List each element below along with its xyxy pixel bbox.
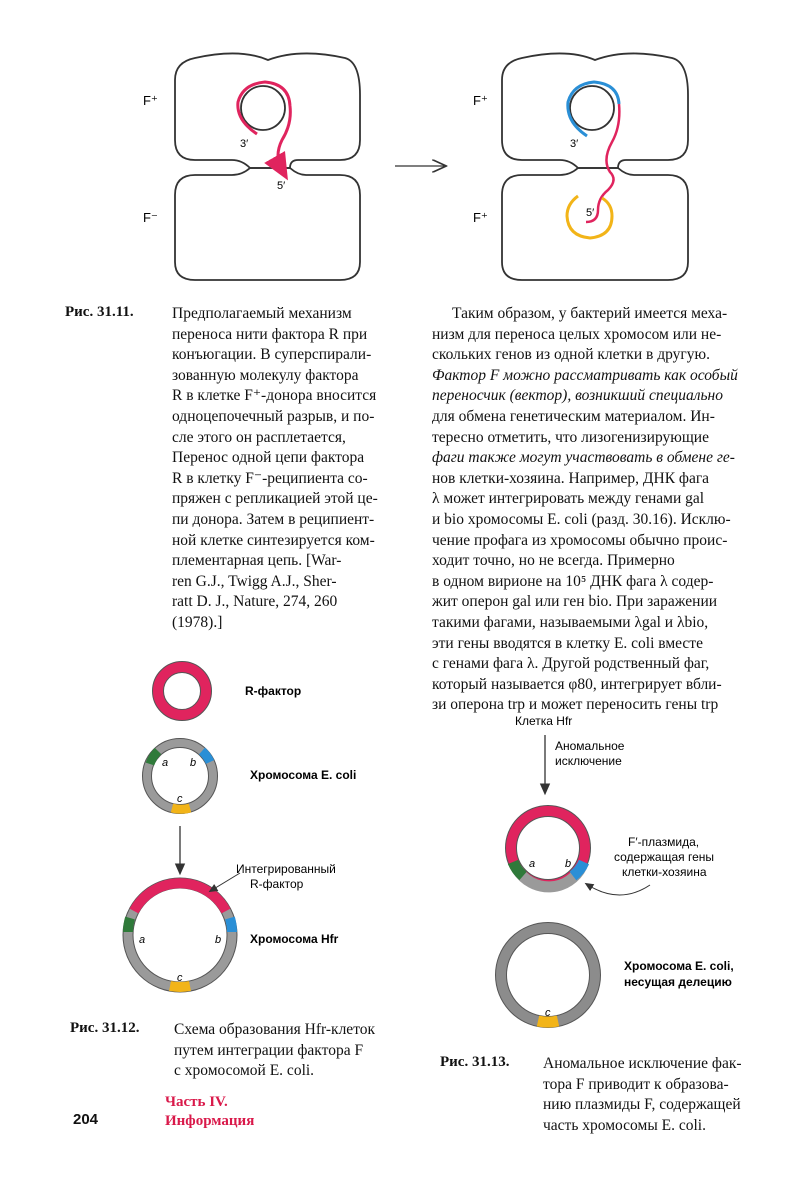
hfr-gene-a-label: a <box>139 934 146 946</box>
hfr-gene-b-label: b <box>215 934 222 946</box>
text-line: эти гены вводятся в клетку E. coli вместе <box>432 634 703 652</box>
caption-line: Аномальное исключение фак- <box>543 1055 742 1072</box>
fig-31-11-caption <box>172 304 412 634</box>
r-factor-ring-left <box>241 86 285 130</box>
ecoli-chromosome-label: Хромосома E. coli <box>250 768 357 782</box>
caption-line: пряжен с репликацией этой це- <box>172 490 378 508</box>
text-line: скольких генов из одной клетки в другую. <box>432 346 710 364</box>
text-line: нов клетки-хозяина. Например, ДНК фага <box>432 469 710 487</box>
text-line: в одном вирионе на 10⁵ ДНК фага λ содер- <box>432 572 714 590</box>
f-plus-left-label: F⁺ <box>143 93 158 108</box>
hfr-gene-b-segment <box>230 918 232 932</box>
text-line: с генами фага λ. Другой родственный фаг, <box>432 655 710 673</box>
gene-c-segment <box>172 808 190 809</box>
hfr-gene-c-label: c <box>177 972 183 984</box>
deleted-label-line2: несущая делецию <box>624 975 732 989</box>
five-prime-left-label: 5′ <box>277 180 286 192</box>
text-line: Таким образом, у бактерий имеется меха- <box>452 305 728 322</box>
part-line-2: Информация <box>165 1113 255 1129</box>
caption-line: одноцепочечный разрыв, и по- <box>172 407 375 425</box>
text-line: чение профага из хромосомы обычно проис- <box>432 531 728 549</box>
hfr-cell-label: Клетка Hfr <box>515 714 573 728</box>
f-plus-right-top-label: F⁺ <box>473 93 488 108</box>
page-number: 204 <box>73 1111 99 1128</box>
plasmid-gene-b-label: b <box>565 858 572 870</box>
five-prime-right-label: 5′ <box>586 207 595 219</box>
text-line: для обмена генетическим материалом. Ин- <box>432 407 715 425</box>
integrated-label-line2: R-фактор <box>250 877 304 891</box>
deleted-gene-c-label: c <box>545 1007 551 1019</box>
caption-line: часть хромосомы E. coli. <box>543 1116 706 1134</box>
caption-line: ной клетке синтезируется ком- <box>172 531 375 549</box>
hfr-gene-c-segment <box>170 986 190 987</box>
figure-31-11 <box>130 40 720 290</box>
caption-line: зованную молекулу фактора <box>172 366 359 384</box>
gene-c-label: c <box>177 793 183 805</box>
main-text <box>432 304 782 716</box>
caption-line: тора F приводит к образова- <box>543 1075 729 1093</box>
gene-a-segment <box>150 751 158 764</box>
donor-replication-strand <box>568 82 619 136</box>
text-line: такими фагами, называемыми λgal и λbio, <box>432 613 709 631</box>
caption-line: Схема образования Hfr-клеток <box>174 1021 376 1038</box>
caption-line: Перенос одной цепи фактора <box>172 449 365 467</box>
caption-line: Предполагаемый механизм <box>172 305 352 322</box>
fig-31-11-caption-label: Рис. 31.11. <box>65 304 134 320</box>
figure-31-13 <box>480 705 790 1040</box>
caption-line: ren G.J., Twigg A.J., Sher- <box>172 572 337 590</box>
r-factor-ring <box>158 667 206 715</box>
fig-31-13-caption <box>543 1054 783 1136</box>
text-line: который называется φ80, интегрирует вбли- <box>432 675 722 693</box>
caption-line: сле этого он расплетается, <box>172 428 346 446</box>
plasmid-label-line1: F′-плазмида, <box>628 835 700 849</box>
caption-line: конъюгации. В суперспирали- <box>172 346 372 364</box>
text-line: тересно отметить, что лизогенизирующие <box>432 428 709 446</box>
deleted-label-line1: Хромосома E. coli, <box>624 959 734 973</box>
f-plus-right-bottom-label: F⁺ <box>473 210 488 225</box>
integrated-label-line1: Интегрированный <box>236 862 336 876</box>
deleted-gene-c-segment <box>538 1021 558 1022</box>
caption-line: пи донора. Затем в реципиент- <box>172 510 375 528</box>
plasmid-label-line2: содержащая гены <box>614 850 715 864</box>
caption-line: с хромосомой E. coli. <box>174 1062 315 1080</box>
plasmid-label-line3: клетки-хозяина <box>622 865 707 879</box>
plasmid-pointer <box>588 885 650 895</box>
donor-cell-left <box>175 53 360 168</box>
recipient-cell-right <box>502 168 688 280</box>
caption-line: R в клетку F⁻-реципиента со- <box>172 469 368 487</box>
caption-line: плементарная цепь. [War- <box>172 552 342 570</box>
part-line-1: Часть IV. <box>165 1094 228 1110</box>
text-line: ходит точно, но не всегда. Примерно <box>432 552 675 570</box>
caption-line: R в клетке F⁺-донора вносится <box>172 387 377 405</box>
text-line: фаги также могут участвовать в обмене ге- <box>432 449 735 467</box>
recipient-cell-left <box>175 168 360 280</box>
caption-line: путем интеграции фактора F <box>174 1041 364 1059</box>
text-line: жит оперон gal или ген bio. При заражении <box>432 593 718 611</box>
caption-line: нию плазмиды F, содержащей <box>543 1096 741 1114</box>
transferred-strand-right <box>586 104 619 222</box>
gene-b-segment <box>202 751 210 762</box>
caption-line: ratt D. J., Nature, 274, 260 <box>172 593 338 611</box>
hfr-chromosome-label: Хромосома Hfr <box>250 932 339 946</box>
text-line: низм для переноса целых хромосом или не- <box>432 325 722 343</box>
gene-b-label: b <box>190 757 197 769</box>
figure-31-12 <box>110 655 430 1010</box>
abnormal-label-line2: исключение <box>555 754 622 768</box>
fig-31-13-caption-label: Рис. 31.13. <box>440 1054 510 1070</box>
plasmid-gene-a-label: a <box>529 858 536 870</box>
gene-a-label: a <box>162 757 169 769</box>
donor-cell-right <box>502 53 688 168</box>
text-line: зи оперона trp и может переносить гены trp <box>432 696 719 714</box>
text-line: λ может интегрировать между генами gal <box>432 490 705 508</box>
caption-line: (1978).] <box>172 613 223 631</box>
text-line: переносчик (вектор), возникший специально <box>432 387 723 405</box>
hfr-gene-a-segment <box>128 918 130 932</box>
f-minus-label: F⁻ <box>143 210 158 225</box>
part-heading <box>165 1093 254 1131</box>
fig-31-12-caption <box>174 1020 424 1082</box>
r-factor-ring-right <box>570 86 614 130</box>
text-line: и bio хромосомы E. coli (разд. 30.16). Исклю- <box>432 510 731 528</box>
r-factor-label: R-фактор <box>245 684 302 698</box>
text-line: Фактор F можно рассматривать как особый <box>432 366 738 384</box>
three-prime-left-label: 3′ <box>240 138 249 150</box>
fig-31-12-caption-label: Рис. 31.12. <box>70 1020 140 1036</box>
three-prime-right-label: 3′ <box>570 138 579 150</box>
abnormal-label-line1: Аномальное <box>555 739 625 753</box>
caption-line: переноса нити фактора R при <box>172 325 368 343</box>
